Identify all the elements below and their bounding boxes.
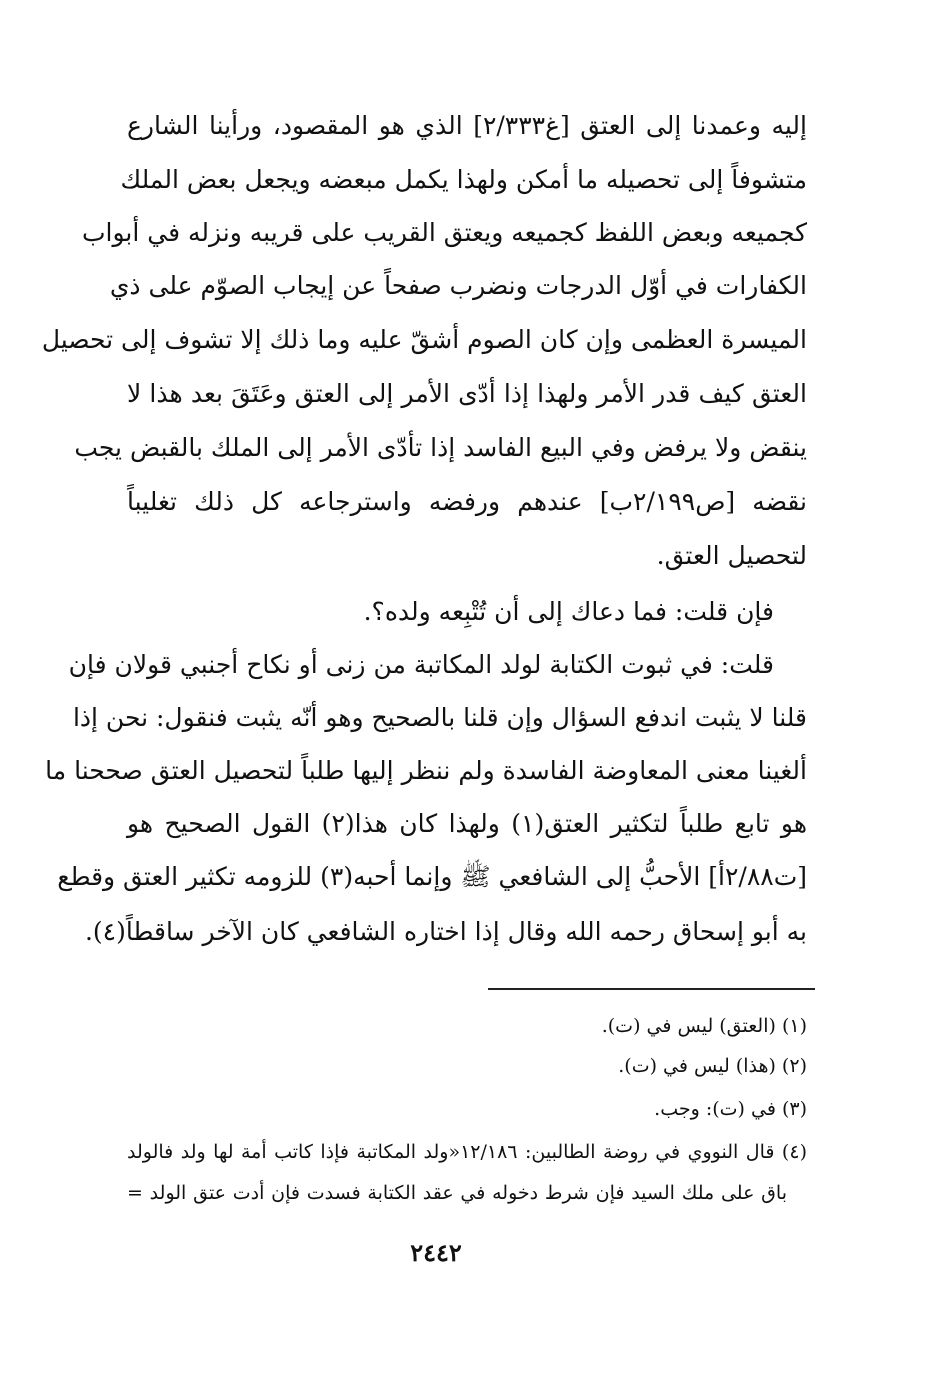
question-line: فإن قلت: فما دعاك إلى أن تُتْبِعه ولده؟.	[363, 597, 774, 626]
body-line-3: كجميعه وبعض اللفظ كجميعه ويعتق القريب على قريبه ونزله في أبواب	[81, 218, 807, 247]
footnote-4: (٤) قال النووي في روضة الطالبين: ١٢/١٨٦«ولد المكاتبة فإذا كاتب أمة لها ولد فالولد	[127, 1141, 807, 1163]
answer-line-3: ألغينا معنى المعاوضة الفاسدة ولم ننظر إليها طلباً لتحصيل العتق صححنا ما	[45, 756, 807, 785]
body-line-5: الميسرة العظمى وإن كان الصوم أشقّ عليه وما ذلك إلا تشوف إلى تحصيل	[41, 325, 807, 354]
body-line-7: ينقض ولا يرفض وفي البيع الفاسد إذا تأدّى الأمر إلى الملك بالقبض يجب	[74, 433, 807, 462]
body-line-9: لتحصيل العتق.	[656, 541, 807, 570]
body-line-8: نقضه [ص٢/١٩٩ب] عندهم ورفضه واسترجاعه كل ذلك تغليباً	[127, 487, 807, 516]
footnote-2: (٢) (هذا) ليس في (ت).	[618, 1055, 807, 1077]
footnote-1: (١) (العتق) ليس في (ت).	[601, 1015, 807, 1037]
answer-line-1: قلت: في ثبوت الكتابة لولد المكاتبة من زنى أو نكاح أجنبي قولان فإن	[68, 650, 774, 679]
body-line-4: الكفارات في أوّل الدرجات ونضرب صفحاً عن إيجاب الصوّم على ذي	[109, 271, 807, 300]
answer-line-2: قلنا لا يثبت اندفع السؤال وإن قلنا بالصحيح وهو أنّه يثبت فنقول: نحن إذا	[72, 703, 807, 732]
answer-line-6: به أبو إسحاق رحمه الله وقال إذا اختاره الشافعي كان الآخر ساقطاً(٤).	[84, 917, 807, 946]
footnote-3: (٣) في (ت): وجب.	[654, 1098, 807, 1120]
answer-line-5: [ت٢/٨٨أ] الأحبُّ إلى الشافعي ﷺ وإنما أحبه(٣) للزومه تكثير العتق وقطع	[57, 862, 807, 891]
footnote-4-continuation: باق على ملك السيد فإن شرط دخوله في عقد الكتابة فسدت فإن أدت عتق الولد =	[127, 1182, 787, 1204]
answer-line-4: هو تابع طلباً لتكثير العتق(١) ولهذا كان هذا(٢) القول الصحيح هو	[127, 809, 807, 838]
body-line-1: إليه وعمدنا إلى العتق [غ٢/٣٣٣] الذي هو المقصود، ورأينا الشارع	[127, 111, 807, 140]
body-line-6: العتق كيف قدر الأمر ولهذا إذا أدّى الأمر إلى العتق وعَتَقَ بعد هذا لا	[127, 379, 807, 408]
body-line-2: متشوفاً إلى تحصيله ما أمكن ولهذا يكمل مبعضه ويجعل بعض الملك	[120, 165, 807, 194]
page-number: ٢٤٤٢	[410, 1238, 462, 1267]
footnote-separator	[488, 988, 815, 990]
